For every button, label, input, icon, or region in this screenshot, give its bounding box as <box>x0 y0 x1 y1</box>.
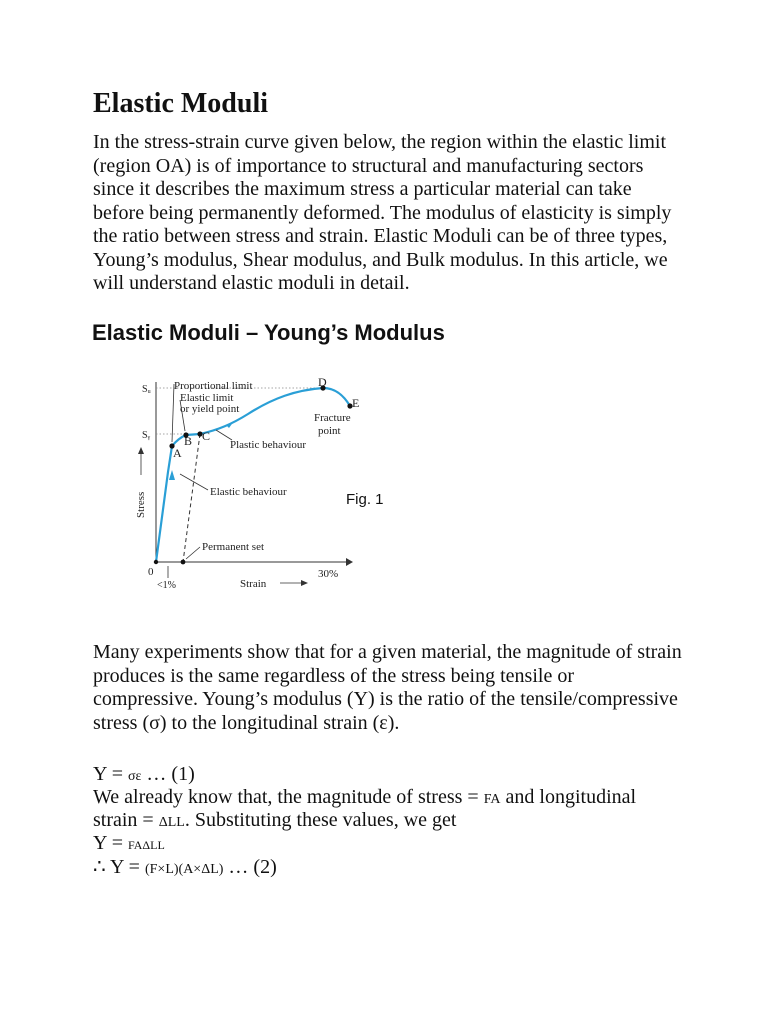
stress-strain-figure <box>128 370 398 600</box>
elastic-behaviour-label: Elastic behaviour <box>210 486 287 498</box>
sy-label: Sᵧ <box>142 430 151 441</box>
equation-2 <box>93 856 277 881</box>
pointer-proportional <box>172 384 174 442</box>
point-b-label: B <box>184 434 193 448</box>
pointer-permanent-set <box>186 547 200 559</box>
eq1-fraction: σε <box>127 769 142 784</box>
proportional-limit-label: Proportional limit <box>174 380 253 392</box>
eq-y-fraction: FAΔLL <box>127 838 165 852</box>
point-a-label: A <box>173 446 182 460</box>
eq2-fraction: (F×L)(A×ΔL) <box>144 862 224 877</box>
intro-paragraph: In the stress-strain curve given below, the region within the elastic limit (region OA) is of importance to structural and manufacturing sectors since it describes the maximum stress a particular material can take before being permanently deformed. The modulus of elasticity is simply the ratio between stress and strain. Elastic Moduli can be of three types, Young’s modulus, Shear modulus, and Bulk modulus. In this article, we will understand elastic moduli in detail. <box>93 131 672 294</box>
yield-point-label: or yield point <box>180 403 240 415</box>
strain-axis-label: Strain <box>240 578 267 590</box>
stress-line-pre: We already know that, the magnitude of stress = <box>93 786 484 808</box>
strain-arrow-head <box>301 580 308 586</box>
stress-fraction: FA <box>483 792 501 807</box>
stress-axis-label: Stress <box>135 491 147 518</box>
equation-y <box>93 832 165 857</box>
point-permanent <box>181 560 186 565</box>
point-origin <box>154 560 158 564</box>
stress-line <box>93 786 636 811</box>
body-paragraph: Many experiments show that for a given material, the magnitude of strain produces is the same regardless of the stress being tensile or compressive. Young’s modulus (Y) is the ratio of the tensile/compressive stress (σ) to the longitudinal strain (ε). <box>93 641 682 734</box>
thirty-percent-label: 30% <box>318 568 339 580</box>
curve-arrow-up <box>169 470 175 480</box>
strain-line-post: . Substituting these values, we get <box>184 809 457 831</box>
point-c-label: C <box>202 429 211 443</box>
stress-arrow-head <box>138 447 144 454</box>
origin-label: 0 <box>148 566 154 578</box>
section-heading: Elastic Moduli – Young’s Modulus <box>92 320 445 345</box>
eq2-rest: … (2) <box>223 856 277 878</box>
strain-fraction: ΔLL <box>158 815 185 830</box>
eq-y-lhs: Y = <box>93 832 128 854</box>
eq2-lhs: ∴ Y = <box>93 856 145 878</box>
figure-caption: Fig. 1 <box>346 491 384 508</box>
plastic-behaviour-label: Plastic behaviour <box>230 439 307 451</box>
elastic-limit-label: Elastic limit <box>180 392 234 404</box>
x-axis-arrow <box>346 558 353 566</box>
eq1-rest: … (1) <box>141 763 195 785</box>
fracture-label: Fracture <box>314 412 351 424</box>
stress-line-post: and longitudinal <box>500 786 637 808</box>
strain-line-pre: strain = <box>93 809 159 831</box>
su-label: Sᵤ <box>142 384 151 395</box>
fracture-point-label: point <box>318 425 341 437</box>
permanent-set-label: Permanent set <box>202 541 265 553</box>
strain-line <box>93 809 456 834</box>
page-title: Elastic Moduli <box>93 88 269 119</box>
less-than-1-label: <1% <box>157 580 176 591</box>
unload-line <box>183 434 200 562</box>
point-e-label: E <box>352 396 360 410</box>
curve-arrow-right <box>226 421 234 428</box>
eq1-lhs: Y = <box>93 763 128 785</box>
equation-1 <box>93 763 195 788</box>
point-d-label: D <box>318 375 327 389</box>
